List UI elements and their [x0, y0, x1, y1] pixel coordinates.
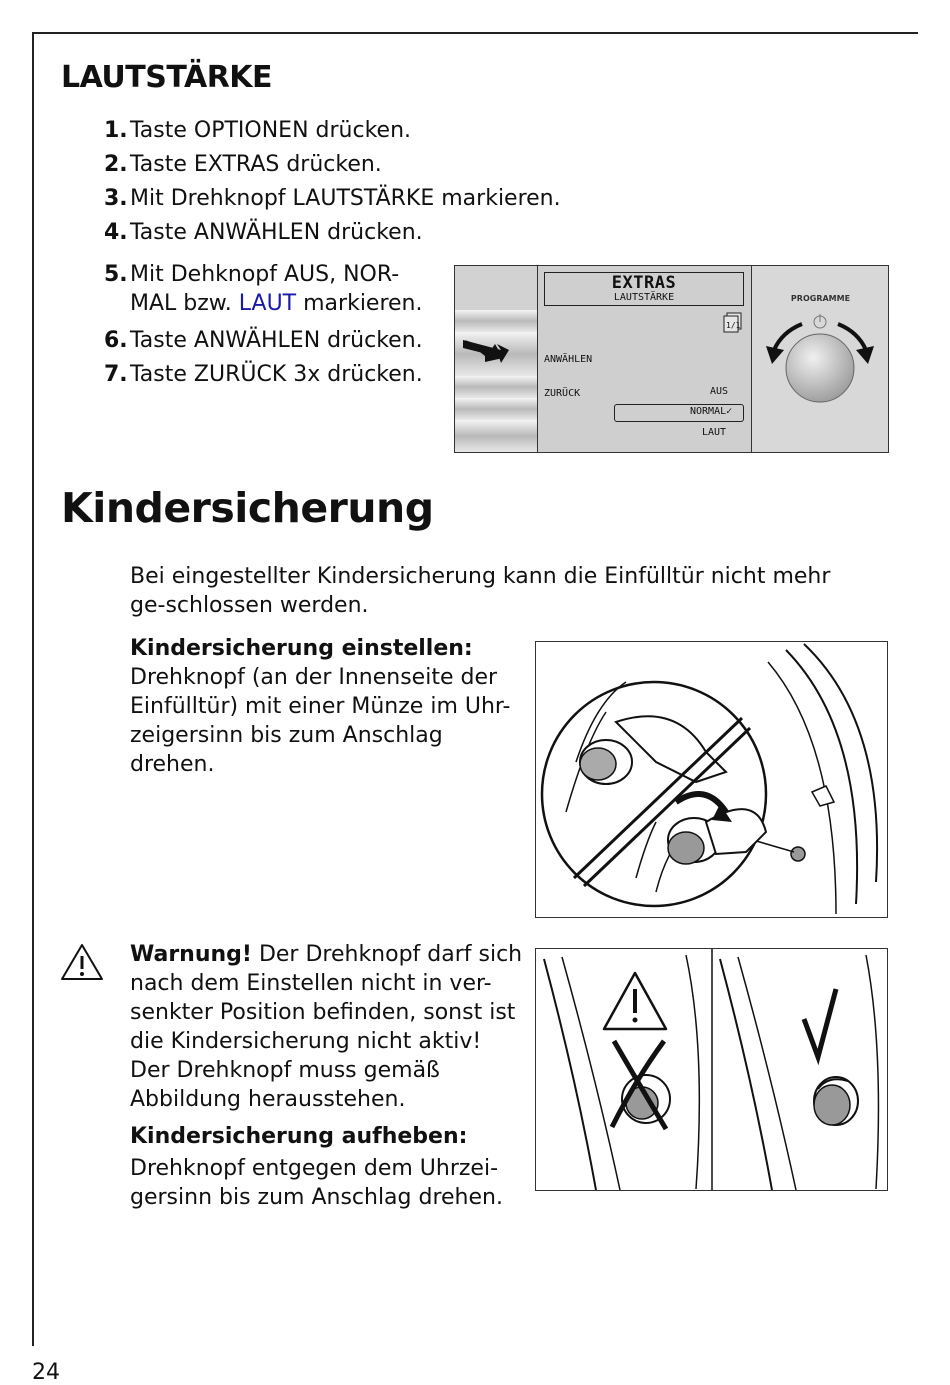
step-text: Taste ZURÜCK 3x drücken. [130, 362, 423, 387]
display-screen [538, 266, 752, 452]
step-text: Taste ANWÄHLEN drücken. [130, 328, 423, 353]
door-lock-illustration [535, 641, 888, 918]
panel-button-strip [455, 266, 538, 452]
step-number: 3. [104, 186, 128, 211]
step-item [104, 148, 561, 182]
knob-position-graphic [536, 949, 887, 1190]
display-title: EXTRAS [611, 273, 677, 293]
step-item [104, 114, 561, 148]
warning-label: Warnung! [130, 942, 252, 967]
warning-text: Der Drehknopf darf sich nach dem Einstellen nicht in ver-senkter Position befinden, sonst ist die Kindersicherung nicht aktiv! Der Drehknopf muss gemäß Abbildung herausstehen. [130, 942, 523, 1112]
step-text: Taste EXTRAS drücken. [130, 152, 382, 177]
program-knob-area [752, 266, 889, 452]
display-option-aus: AUS [710, 386, 729, 397]
set-section [130, 634, 520, 779]
display-label-anwaehlen: ANWÄHLEN [544, 354, 593, 365]
step-item [104, 182, 561, 216]
display-label-zurueck: ZURÜCK [544, 388, 581, 399]
rotary-knob-icon [752, 266, 889, 452]
display-title-box [544, 272, 744, 306]
step-number: 2. [104, 152, 128, 177]
step-number: 6. [104, 328, 128, 353]
lautstaerke-heading: LAUTSTÄRKE [61, 60, 273, 95]
step-text: MAL bzw. [130, 291, 239, 316]
set-text: Drehknopf (an der Innenseite der Einfülltür) mit einer Münze im Uhr-zeigersinn bis zum Anschlag drehen. [130, 665, 511, 777]
kindersicherung-heading: Kindersicherung [61, 484, 434, 532]
page-indicator-icon [722, 312, 742, 334]
step-text: Mit Dehknopf AUS, NOR- [130, 262, 400, 287]
display-subtitle: LAUTSTÄRKE [613, 292, 675, 303]
control-panel-illustration [454, 265, 889, 453]
step-number: 4. [104, 220, 128, 245]
display-option-laut: LAUT [702, 427, 727, 438]
step-text: markieren. [296, 291, 423, 316]
step-item [104, 216, 561, 250]
release-heading: Kindersicherung aufheben: [130, 1124, 468, 1149]
panel-buttons-graphic [455, 266, 537, 452]
knob-label: PROGRAMME [790, 294, 851, 303]
top-rule [32, 32, 918, 34]
step-text: Taste ANWÄHLEN drücken. [130, 220, 423, 245]
lautstaerke-steps-b [104, 260, 424, 392]
lautstaerke-steps-a [104, 114, 561, 250]
page-indicator-text: 1/1 [726, 321, 741, 330]
coin-turn-graphic [536, 642, 887, 917]
step-item [104, 358, 424, 392]
checkmark-icon [804, 989, 836, 1057]
page-number: 24 [32, 1360, 60, 1385]
warning-icon [60, 942, 104, 982]
display-option-normal: NORMAL✓ [690, 406, 733, 417]
step-number: 7. [104, 362, 128, 387]
left-rule [32, 32, 34, 1346]
set-heading: Kindersicherung einstellen: [130, 636, 473, 661]
step-number: 5. [104, 262, 128, 287]
release-text: Drehknopf entgegen dem Uhrzei-gersinn bis zum Anschlag drehen. [130, 1156, 503, 1210]
highlight-laut: LAUT [238, 291, 297, 316]
step-number: 1. [104, 118, 128, 143]
warning-triangle-icon [604, 973, 666, 1029]
step-text: Mit Drehknopf LAUTSTÄRKE markieren. [130, 186, 561, 211]
step-text: Taste OPTIONEN drücken. [130, 118, 412, 143]
warning-paragraph [130, 940, 525, 1114]
step-item [104, 260, 424, 318]
kindersicherung-intro: Bei eingestellter Kindersicherung kann die Einfülltür nicht mehr ge-schlossen werden. [130, 564, 831, 618]
step-item [104, 324, 424, 358]
knob-position-illustration [535, 948, 888, 1191]
